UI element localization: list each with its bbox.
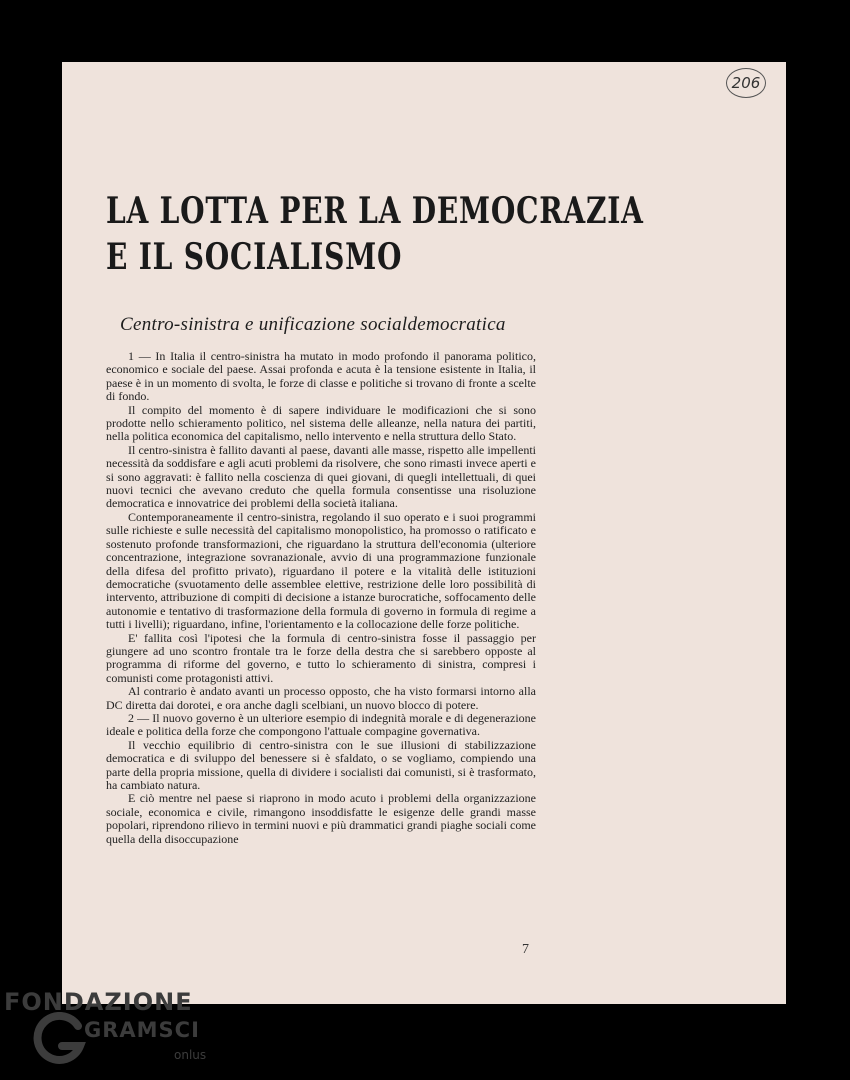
paragraph-8: Il vecchio equilibrio di centro-sinistra con le sue illusioni di stabilizzazione democratica e di sviluppo del benessere si è sfaldato, o se vogliamo, compiendo una parte della propria missione, quella di dividere i socialisti dai comunisti, si è trasformato, ha cambiato natura. [106, 737, 536, 792]
archive-number-stamp: 206 [726, 68, 766, 98]
paragraph-7: 2 — Il nuovo governo è un ulteriore esempio di indegnità morale e di degenerazione ideale e politica della forze che compongono l'attuale compagine governativa. [106, 710, 536, 739]
page-number: 7 [522, 942, 529, 957]
section-subtitle: Centro-sinistra e unificazione socialdemocratica [120, 314, 506, 335]
title-line-1: LA LOTTA PER LA DEMOCRAZIA [106, 190, 644, 232]
paragraph-1: 1 — In Italia il centro-sinistra ha mutato in modo profondo il panorama politico, economico e sociale del paese. Assai profonda e acuta è la tensione esistente in Italia, il paese è in un momento di svolta, le forze di classe e politiche si trovano di fronte a scelte di fondo. [106, 349, 536, 404]
document-page [62, 62, 786, 1004]
watermark-gramsci: GRAMSCI [84, 1018, 200, 1042]
paragraph-3: Il centro-sinistra è fallito davanti al paese, davanti alle masse, rispetto alle impellenti necessità da soddisfare e agli acuti problemi da risolvere, che sono rimasti invece aperti e si sono aggravati: è fallito nella coscienza di quei giovani, di quegli intellettuali, di quei nuovi tecnici che avevano creduto che quella formula consentisse una risoluzione democratica e innovatrice dei problemi della società italiana. [106, 442, 536, 511]
paragraph-9: E ciò mentre nel paese si riaprono in modo acuto i problemi della organizzazione sociale, economica e civile, rimangono insoddisfatte le esigenze delle grandi masse popolari, riprendono rilievo in termini nuovi e più drammatici grandi piaghe sociali come quella della disoccupazione [106, 791, 536, 846]
watermark-onlus: onlus [174, 1048, 207, 1062]
paragraph-6: Al contrario è andato avanti un processo opposto, che ha visto formarsi intorno alla DC diretta dai dorotei, e ora anche dagli scelbiani, un nuovo blocco di potere. [106, 684, 536, 712]
paragraph-5: E' fallita così l'ipotesi che la formula di centro-sinistra fosse il passaggio per giungere ad uno scontro frontale tra le forze della destra che si sarebbero opposte al programma di riforme del governo, e tutto lo schieramento di sinistra, compresi i comunisti come protagonisti attivi. [106, 630, 536, 685]
fondazione-gramsci-logo [4, 988, 224, 1078]
paragraph-2: Il compito del momento è di sapere individuare le modificazioni che si sono prodotte nello schieramento politico, nel sistema delle alleanze, nella natura dei partiti, nella politica economica del capitalismo, nello intervento e nella struttura dello Stato. [106, 402, 536, 444]
paragraph-4: Contemporaneamente il centro-sinistra, regolando il suo operato e i suoi programmi sulle richieste e sulle necessità del capitalismo monopolistico, ha promosso o ratificato e sostenuto profonde transformazioni, che riguardano la struttura dell'economia (ulteriore concentrazione, integrazione sovranazionale, avvio di una programmazione funzionale della difesa del profitto privato), riguardano il potere e la vitalità delle istituzioni democratiche (svuotamento delle assemblee elettive, restrizione delle loro possibilità di intervento, attribuzione di compiti di decisione a istanze burocratiche, soffocamento delle autonomie e tentativo di trasformazione della formula di governo in formula di regime a tutti i livelli); riguardano, infine, l'orientamento e la collocazione delle forze politiche. [106, 509, 536, 632]
page-title [106, 188, 644, 280]
title-line-2: E IL SOCIALISMO [106, 236, 403, 278]
article-body [106, 350, 536, 846]
watermark-fondazione: FONDAZIONE [4, 988, 193, 1016]
gramsci-g-icon [32, 1012, 88, 1068]
